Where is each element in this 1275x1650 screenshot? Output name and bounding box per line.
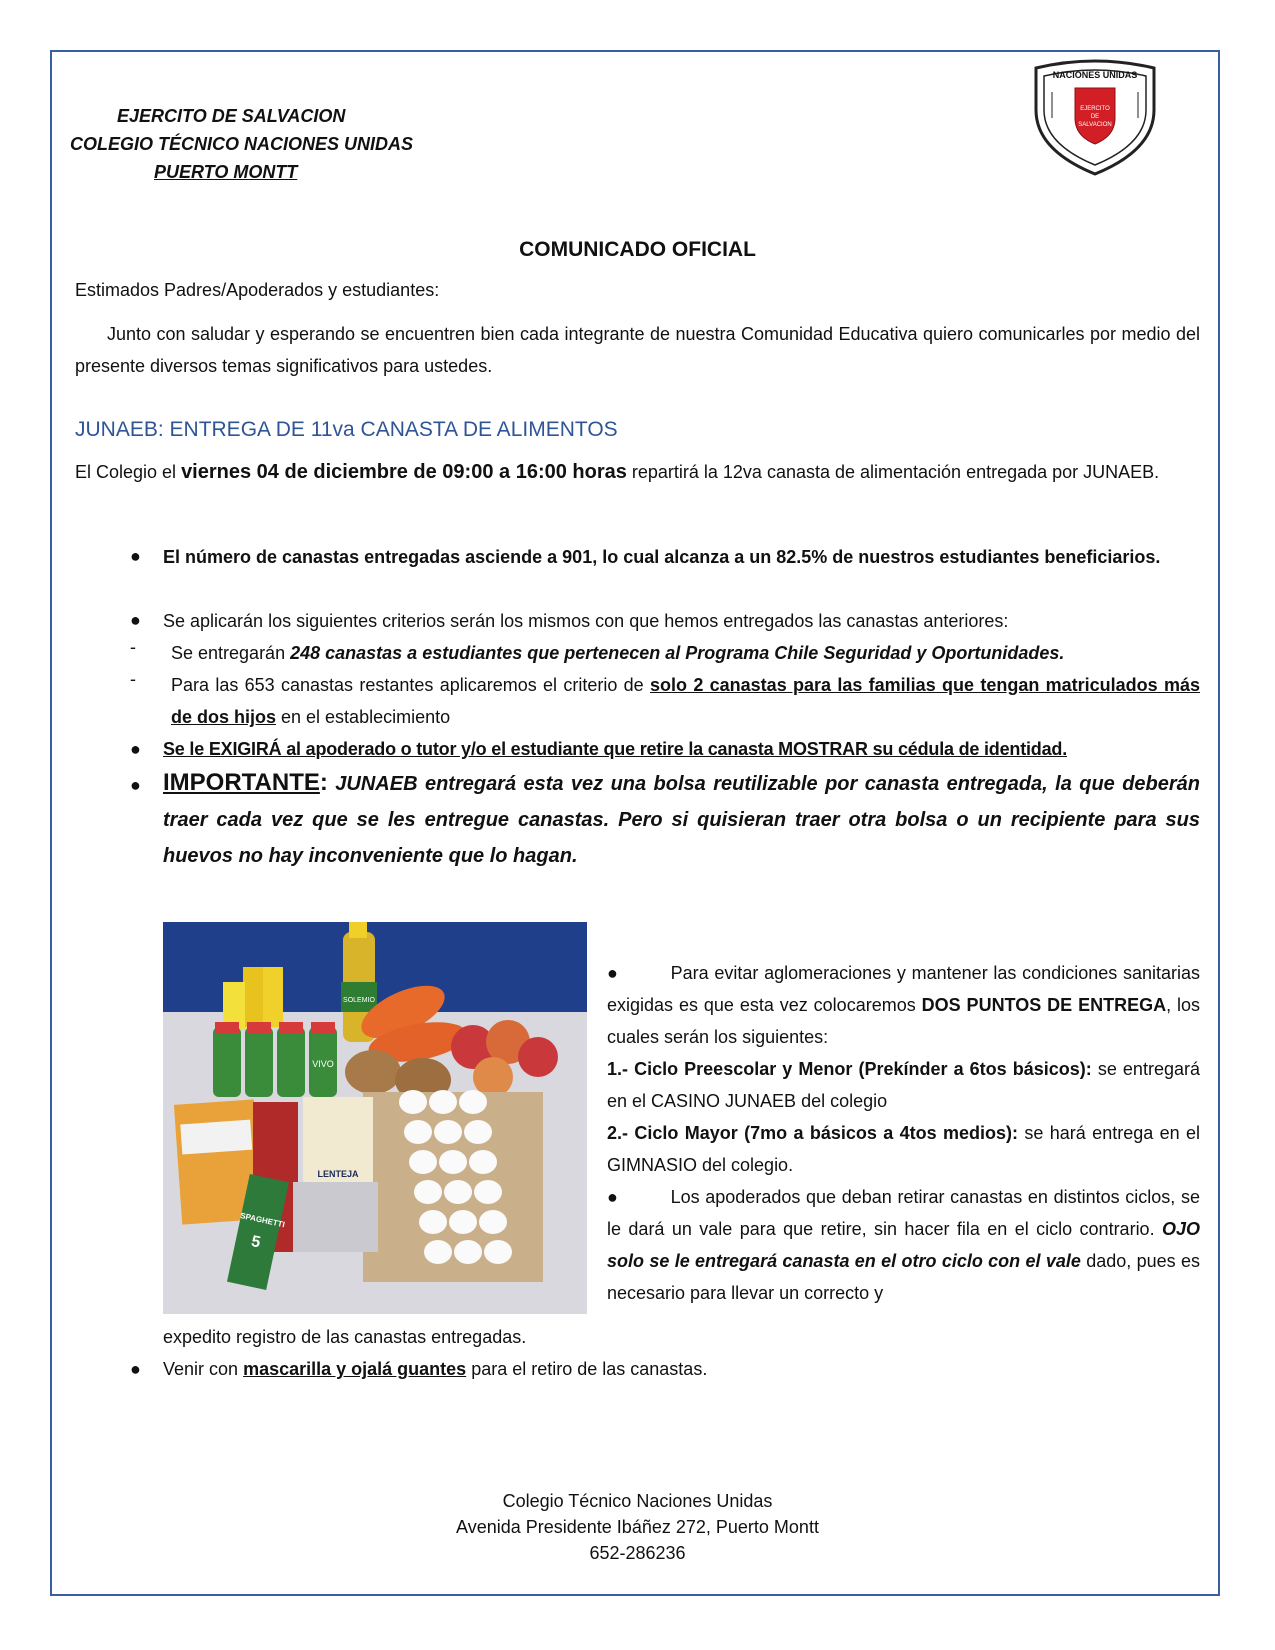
intro-paragraph: Junto con saludar y esperando se encuentren bien cada integrante de nuestra Comunidad Educativa quiero comunicarles por medio del presente diversos temas significativos para ustedes. <box>75 324 1200 376</box>
vale-continuation: expedito registro de las canastas entregadas. <box>163 1327 527 1347</box>
dash1-bold: 248 canastas a estudiantes que pertenecen al Programa Chile Seguridad y Oportunidades. <box>290 643 1065 663</box>
vale-prefix: Los apoderados que deban retirar canastas en distintos ciclos, se le dará un vale para que retire, sin hacer fila en el ciclo contrario. <box>607 1187 1200 1239</box>
vale-bold: OJO solo se le entregará canasta en el otro ciclo con el vale <box>607 1219 1200 1271</box>
point-2-text: se hará entrega en el GIMNASIO del colegio. <box>607 1123 1200 1175</box>
bullet-criterios: Se aplicarán los siguientes criterios serán los mismos con que hemos entregados las canastas anteriores: <box>163 611 1009 631</box>
bullet-canastas: El número de canastas entregadas asciende a 901, lo cual alcanza a un 82.5% de nuestros estudiantes beneficiarios. <box>163 547 1161 567</box>
points-intro-bold: DOS PUNTOS DE ENTREGA <box>921 995 1167 1015</box>
photo-pasta-number: 5 <box>249 1233 262 1252</box>
svg-text:EJERCITO: EJERCITO <box>1080 106 1110 112</box>
bullet-cedula: Se le EXIGIRÁ al apoderado o tutor y/o el estudiante que retire la canasta MOSTRAR su cédula de identidad. <box>163 739 1068 759</box>
dash-marker: - <box>130 669 136 689</box>
delivery-prefix: El Colegio el <box>75 462 182 482</box>
mask-suffix: para el retiro de las canastas. <box>466 1359 708 1379</box>
delivery-paragraph <box>75 456 1200 488</box>
dash-criterio <box>171 669 1200 733</box>
school-crest-logo <box>1030 58 1160 178</box>
dash1-prefix: Se entregarán <box>171 643 291 663</box>
header-line-2: COLEGIO TÉCNICO NACIONES UNIDAS <box>70 134 414 154</box>
footer-line-1: Colegio Técnico Naciones Unidas <box>502 1491 773 1511</box>
bullet-dot: ● <box>130 775 141 795</box>
footer <box>0 1488 1275 1566</box>
svg-text:DE: DE <box>1090 114 1100 120</box>
point-2-title: 2.- Ciclo Mayor (7mo a básicos a 4tos medios): <box>607 1123 1019 1143</box>
mask-bold: mascarilla y ojalá guantes <box>243 1359 467 1379</box>
footer-line-2: Avenida Presidente Ibáñez 272, Puerto Montt <box>456 1517 819 1537</box>
dash2-suffix: en el establecimiento <box>276 707 451 727</box>
bullet-dot: ● <box>130 610 141 630</box>
svg-text:SALVACION: SALVACION <box>1078 122 1112 128</box>
important-colon: : <box>319 769 328 796</box>
points-intro-suffix: , los cuales serán los siguientes: <box>607 995 1201 1047</box>
svg-text:NACIONES UNIDAS: NACIONES UNIDAS <box>1052 70 1138 80</box>
photo-oil-label: SOLEMIO <box>343 997 375 1004</box>
bullet-dot: ● <box>607 1187 619 1207</box>
point-1-title: 1.- Ciclo Preescolar y Menor (Prekínder a 6tos básicos): <box>607 1059 1092 1079</box>
vale-suffix: dado, pues es necesario para llevar un correcto y <box>607 1251 1201 1303</box>
bullet-dot: ● <box>607 963 619 983</box>
photo-lentils-label: LENTEJA <box>317 1169 359 1179</box>
dash-programa <box>171 637 1200 669</box>
school-header <box>70 102 450 186</box>
photo-drink-label: VIVO <box>312 1059 334 1069</box>
section-heading: JUNAEB: ENTREGA DE 11va CANASTA DE ALIMENTOS <box>75 418 618 441</box>
bullet-mascarilla <box>163 1353 1200 1385</box>
page-title: COMUNICADO OFICIAL <box>519 238 756 261</box>
dash-marker: - <box>130 637 136 657</box>
mask-prefix: Venir con <box>163 1359 244 1379</box>
delivery-points <box>607 957 1200 1309</box>
header-line-3: PUERTO MONTT <box>154 162 298 182</box>
bullet-dot: ● <box>130 546 141 566</box>
photo-pasta-label: SPAGHETTI <box>239 1211 286 1230</box>
header-line-1: EJERCITO DE SALVACION <box>117 106 346 126</box>
important-note <box>163 765 1200 874</box>
dash2-prefix: Para las 653 canastas restantes aplicaremos el criterio de <box>171 675 651 695</box>
bullet-dot: ● <box>130 1359 141 1379</box>
food-basket-photo <box>163 922 587 1314</box>
points-intro-prefix: Para evitar aglomeraciones y mantener las condiciones sanitarias exigidas es que esta vez colocaremos <box>607 963 1200 1015</box>
important-text: JUNAEB entregará esta vez una bolsa reutilizable por canasta entregada, la que deberán traer cada vez que se les entregue canastas. Pero si quisieran traer otra bolsa o un recipiente para sus huevos no hay inconveniente que lo hagan. <box>163 773 1200 867</box>
point-1-text: se entregará en el CASINO JUNAEB del colegio <box>607 1059 1200 1111</box>
delivery-date: viernes 04 de diciembre de 09:00 a 16:00 horas <box>181 461 627 483</box>
greeting: Estimados Padres/Apoderados y estudiantes: <box>75 280 440 300</box>
bullet-dot: ● <box>130 739 141 759</box>
dash2-bold: solo 2 canastas para las familias que tengan matriculados más de dos hijos <box>171 675 1200 727</box>
delivery-suffix: repartirá la 12va canasta de alimentación entregada por JUNAEB. <box>626 462 1160 482</box>
footer-line-3: 652-286236 <box>589 1543 686 1563</box>
important-label: IMPORTANTE <box>163 769 320 796</box>
